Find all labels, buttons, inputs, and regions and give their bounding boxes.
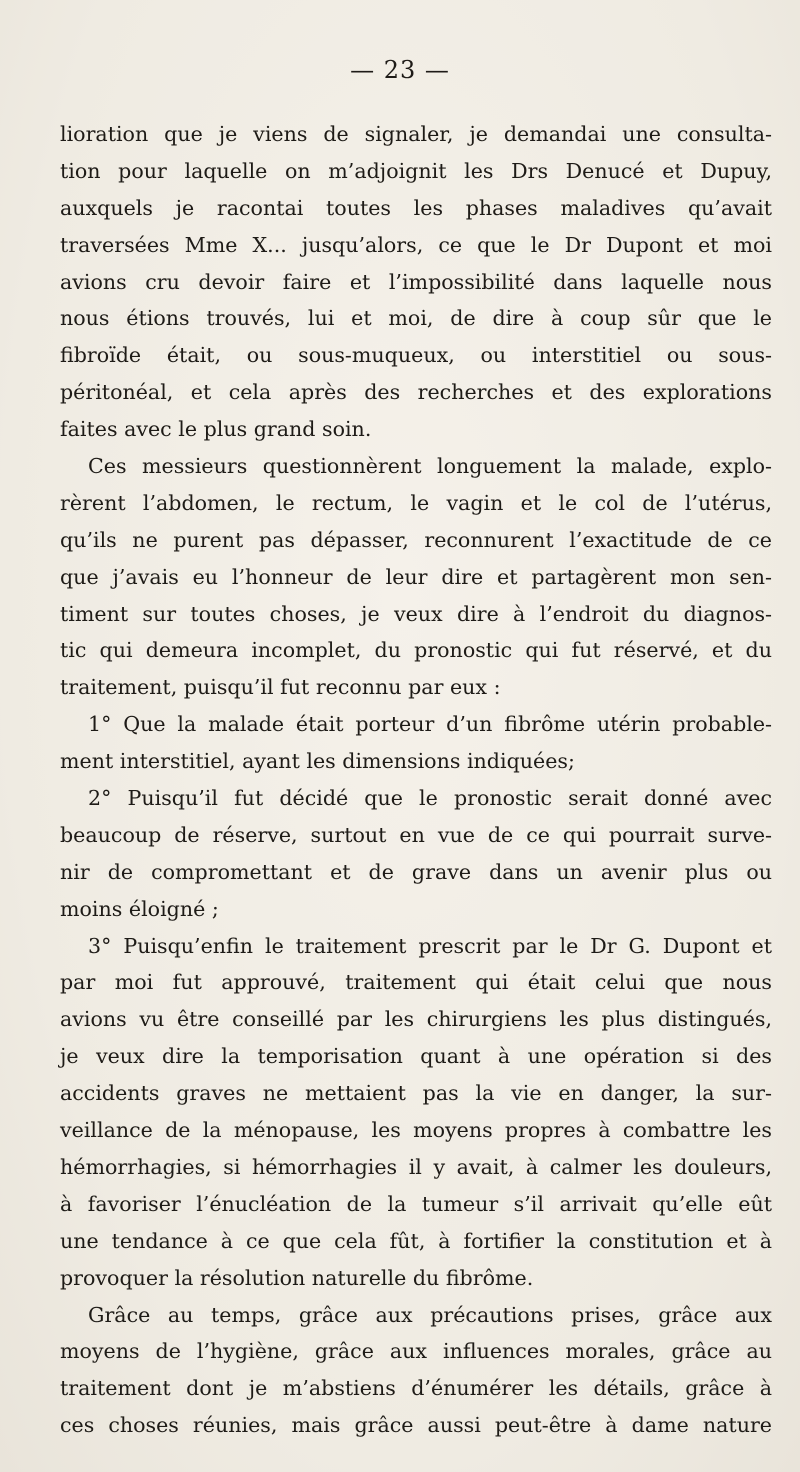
page-number: — 23 — xyxy=(350,56,450,84)
text-line: je veux dire la temporisation quant à une opération si des xyxy=(60,1044,772,1069)
text-line: ces choses réunies, mais grâce aussi peut-être à dame nature xyxy=(60,1413,772,1438)
text-line: moins éloigné ; xyxy=(60,896,219,921)
text-line: veillance de la ménopause, les moyens propres à combattre les xyxy=(60,1118,772,1143)
text-line: par moi fut approuvé, traitement qui était celui que nous xyxy=(60,970,772,995)
text-line: auxquels je racontai toutes les phases maladives qu’avait xyxy=(60,195,772,220)
text-line: à favoriser l’énucléation de la tumeur s’il arrivait qu’elle eût xyxy=(60,1191,772,1216)
text-line: avions vu être conseillé par les chirurgiens les plus distingués, xyxy=(60,1007,772,1032)
text-line: provoquer la résolution naturelle du fibrôme. xyxy=(60,1265,534,1290)
text-line: péritonéal, et cela après des recherches et des explorations xyxy=(60,380,772,405)
text-line: timent sur toutes choses, je veux dire à l’endroit du diagnos- xyxy=(60,601,772,626)
text-line: que j’avais eu l’honneur de leur dire et partagèrent mon sen- xyxy=(60,564,772,589)
text-line: rèrent l’abdomen, le rectum, le vagin et le col de l’utérus, xyxy=(60,490,772,515)
text-line: nous étions trouvés, lui et moi, de dire à coup sûr que le xyxy=(60,306,772,331)
text-line: hémorrhagies, si hémorrhagies il y avait, à calmer les douleurs, xyxy=(60,1154,772,1179)
text-line: traversées Mme X... jusqu’alors, ce que le Dr Dupont et moi xyxy=(60,232,772,257)
text-line: traitement, puisqu’il fut reconnu par eux : xyxy=(60,675,501,700)
text-line: 3° Puisqu’enfin le traitement prescrit par le Dr G. Dupont et xyxy=(88,933,772,958)
text-line: beaucoup de réserve, surtout en vue de ce qui pourrait surve- xyxy=(60,822,772,847)
text-line: faites avec le plus grand soin. xyxy=(60,417,372,442)
text-line: avions cru devoir faire et l’impossibilité dans laquelle nous xyxy=(60,269,772,294)
text-line: qu’ils ne purent pas dépasser, reconnurent l’exactitude de ce xyxy=(60,527,772,552)
text-line: fibroïde était, ou sous-muqueux, ou interstitiel ou sous- xyxy=(60,343,772,368)
text-line: lioration que je viens de signaler, je demandai une consulta- xyxy=(60,122,772,146)
text-line: accidents graves ne mettaient pas la vie en danger, la sur- xyxy=(60,1081,772,1106)
text-line: ment interstitiel, ayant les dimensions indiquées; xyxy=(60,749,575,774)
text-line: Ces messieurs questionnèrent longuement la malade, explo- xyxy=(88,454,772,479)
text-line: tic qui demeura incomplet, du pronostic qui fut réservé, et du xyxy=(60,638,772,663)
body-text xyxy=(60,116,772,1444)
text-line: nir de compromettant et de grave dans un avenir plus ou xyxy=(60,859,772,884)
text-line: Grâce au temps, grâce aux précautions prises, grâce aux xyxy=(88,1302,772,1327)
text-line: tion pour laquelle on m’adjoignit les Drs Denucé et Dupuy, xyxy=(60,158,772,183)
text-line: traitement dont je m’abstiens d’énumérer les détails, grâce à xyxy=(60,1376,772,1401)
text-line: moyens de l’hygiène, grâce aux influences morales, grâce au xyxy=(60,1339,772,1364)
text-line: une tendance à ce que cela fût, à fortifier la constitution et à xyxy=(60,1228,772,1253)
text-line: 2° Puisqu’il fut décidé que le pronostic serait donné avec xyxy=(88,786,772,811)
text-line: 1° Que la malade était porteur d’un fibrôme utérin probable- xyxy=(88,712,772,737)
